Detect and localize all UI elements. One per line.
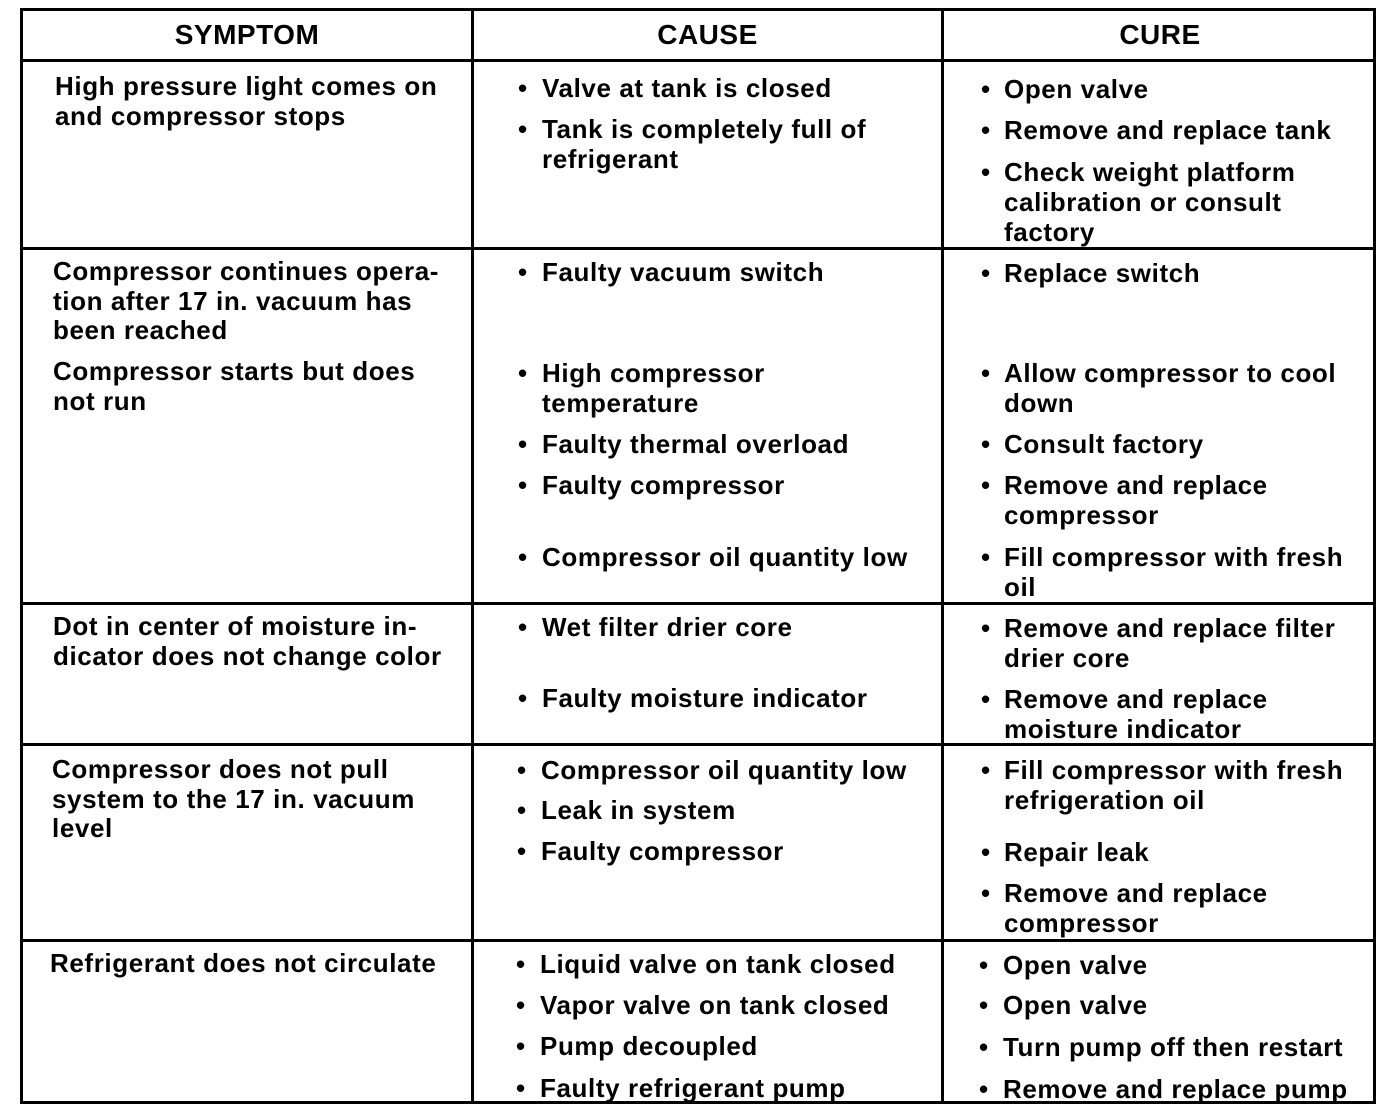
row-divider bbox=[23, 247, 1373, 250]
cure-line: Remove and replace bbox=[1004, 878, 1268, 908]
cause-line: Leak in system bbox=[541, 795, 736, 825]
symptom-line: Compressor continues opera- bbox=[53, 256, 440, 286]
cause-line: Compressor oil quantity low bbox=[542, 542, 908, 572]
bullet-icon: • bbox=[979, 950, 989, 980]
symptom-line: tion after 17 in. vacuum has bbox=[53, 286, 413, 316]
cause-line: Faulty refrigerant pump bbox=[540, 1073, 846, 1103]
bullet-icon: • bbox=[981, 755, 991, 785]
cure-line: Remove and replace pump bbox=[1003, 1074, 1348, 1104]
cure-line: Check weight platform bbox=[1004, 157, 1296, 187]
symptom-line: High pressure light comes on bbox=[55, 71, 438, 101]
bullet-icon: • bbox=[518, 114, 528, 144]
cause-line: Wet filter drier core bbox=[542, 612, 793, 642]
cause-line: Faulty thermal overload bbox=[542, 429, 850, 459]
cause-line: Liquid valve on tank closed bbox=[540, 949, 896, 979]
cure-line: Replace switch bbox=[1004, 258, 1201, 288]
cause-line: High compressor bbox=[542, 358, 765, 388]
bullet-icon: • bbox=[517, 836, 527, 866]
column-divider bbox=[941, 11, 944, 1101]
bullet-icon: • bbox=[981, 115, 991, 145]
cause-line: refrigerant bbox=[542, 144, 679, 174]
bullet-icon: • bbox=[981, 258, 991, 288]
bullet-icon: • bbox=[981, 613, 991, 643]
bullet-icon: • bbox=[981, 684, 991, 714]
cure-line: Remove and replace bbox=[1004, 684, 1268, 714]
bullet-icon: • bbox=[517, 755, 527, 785]
bullet-icon: • bbox=[516, 1031, 526, 1061]
row-divider bbox=[23, 939, 1373, 942]
cause-line: Faulty compressor bbox=[542, 470, 785, 500]
cause-line: Tank is completely full of bbox=[542, 114, 867, 144]
bullet-icon: • bbox=[518, 257, 528, 287]
bullet-icon: • bbox=[516, 949, 526, 979]
row-divider bbox=[23, 59, 1373, 62]
troubleshooting-table bbox=[20, 8, 1376, 1104]
symptom-line: level bbox=[52, 813, 113, 843]
cure-line: oil bbox=[1004, 572, 1037, 602]
cure-line: refrigeration oil bbox=[1004, 785, 1205, 815]
symptom-line: Compressor starts but does bbox=[53, 356, 416, 386]
bullet-icon: • bbox=[518, 612, 528, 642]
cure-line: Remove and replace bbox=[1004, 470, 1268, 500]
cure-line: drier core bbox=[1004, 643, 1130, 673]
bullet-icon: • bbox=[516, 1073, 526, 1103]
header-cure: CURE bbox=[1119, 19, 1201, 50]
bullet-icon: • bbox=[518, 542, 528, 572]
symptom-line: Dot in center of moisture in- bbox=[53, 611, 418, 641]
bullet-icon: • bbox=[981, 878, 991, 908]
header-symptom: SYMPTOM bbox=[174, 19, 320, 50]
bullet-icon: • bbox=[979, 1074, 989, 1104]
bullet-icon: • bbox=[981, 837, 991, 867]
header-cause: CAUSE bbox=[657, 19, 758, 50]
bullet-icon: • bbox=[518, 683, 528, 713]
symptom-line: been reached bbox=[53, 315, 228, 345]
bullet-icon: • bbox=[981, 157, 991, 187]
cure-line: calibration or consult bbox=[1004, 187, 1282, 217]
symptom-line: system to the 17 in. vacuum bbox=[52, 784, 415, 814]
cure-line: moisture indicator bbox=[1004, 714, 1242, 744]
cause-line: temperature bbox=[542, 388, 699, 418]
cause-line: Vapor valve on tank closed bbox=[540, 990, 890, 1020]
row-divider bbox=[23, 602, 1373, 605]
cure-line: Repair leak bbox=[1004, 837, 1150, 867]
cure-line: Open valve bbox=[1003, 990, 1148, 1020]
cause-line: Valve at tank is closed bbox=[542, 73, 832, 103]
bullet-icon: • bbox=[517, 795, 527, 825]
bullet-icon: • bbox=[979, 1032, 989, 1062]
symptom-line: dicator does not change color bbox=[53, 641, 442, 671]
cure-line: Remove and replace filter bbox=[1004, 613, 1336, 643]
cure-line: Open valve bbox=[1004, 74, 1149, 104]
cause-line: Faulty compressor bbox=[541, 836, 784, 866]
column-divider bbox=[471, 11, 474, 1101]
cure-line: Remove and replace tank bbox=[1004, 115, 1332, 145]
cause-line: Compressor oil quantity low bbox=[541, 755, 907, 785]
cure-line: Allow compressor to cool bbox=[1004, 358, 1337, 388]
symptom-line: Compressor does not pull bbox=[52, 754, 389, 784]
cure-line: down bbox=[1004, 388, 1075, 418]
bullet-icon: • bbox=[979, 990, 989, 1020]
symptom-line: not run bbox=[53, 386, 147, 416]
bullet-icon: • bbox=[981, 358, 991, 388]
bullet-icon: • bbox=[516, 990, 526, 1020]
cause-line: Faulty moisture indicator bbox=[542, 683, 868, 713]
bullet-icon: • bbox=[981, 470, 991, 500]
cure-line: Fill compressor with fresh bbox=[1004, 755, 1344, 785]
bullet-icon: • bbox=[518, 73, 528, 103]
symptom-line: Refrigerant does not circulate bbox=[50, 948, 437, 978]
cause-line: Faulty vacuum switch bbox=[542, 257, 825, 287]
bullet-icon: • bbox=[981, 429, 991, 459]
cure-line: Fill compressor with fresh bbox=[1004, 542, 1344, 572]
bullet-icon: • bbox=[518, 358, 528, 388]
bullet-icon: • bbox=[981, 74, 991, 104]
cure-line: Consult factory bbox=[1004, 429, 1204, 459]
cause-line: Pump decoupled bbox=[540, 1031, 758, 1061]
cure-line: compressor bbox=[1004, 908, 1159, 938]
cure-line: factory bbox=[1004, 217, 1095, 247]
cure-line: Turn pump off then restart bbox=[1003, 1032, 1344, 1062]
bullet-icon: • bbox=[518, 429, 528, 459]
bullet-icon: • bbox=[981, 542, 991, 572]
cure-line: compressor bbox=[1004, 500, 1159, 530]
bullet-icon: • bbox=[518, 470, 528, 500]
symptom-line: and compressor stops bbox=[55, 101, 346, 131]
cure-line: Open valve bbox=[1003, 950, 1148, 980]
